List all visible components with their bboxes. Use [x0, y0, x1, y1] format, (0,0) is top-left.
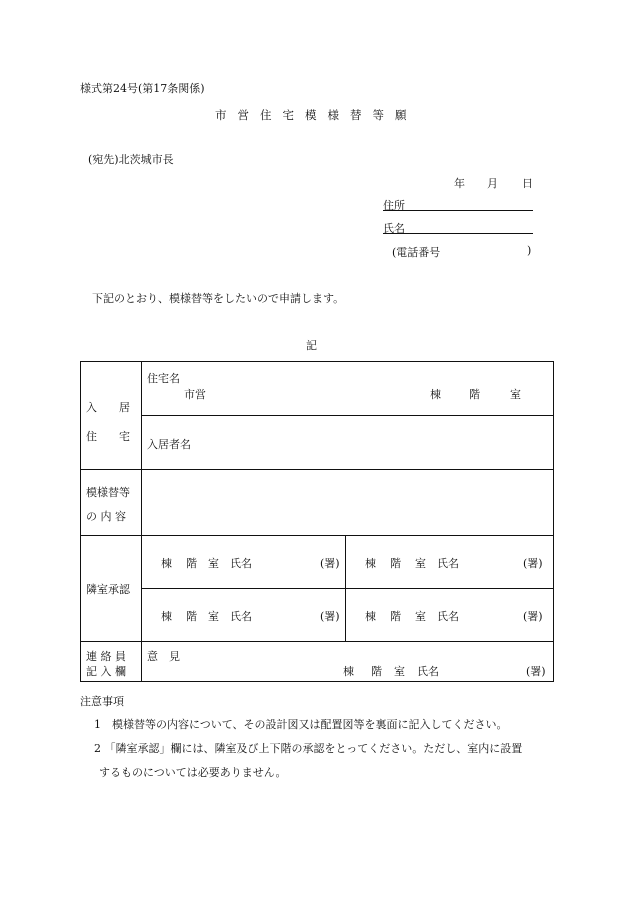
l-seal: (署)	[526, 665, 546, 678]
neighbor-approval-4[interactable]	[346, 589, 554, 642]
housing-name-cell[interactable]	[142, 362, 554, 416]
note-2b: するものについては必要ありません。	[99, 766, 287, 779]
modification-label-1: 模様替等	[86, 486, 130, 499]
n3-floor: 階	[186, 610, 197, 623]
housing-name-label: 住宅名	[147, 372, 180, 385]
liaison-label-1: 連 絡 員	[86, 650, 126, 663]
addressee: (宛先)北茨城市長	[88, 153, 174, 166]
n3-name: 氏名	[230, 610, 252, 623]
notes-heading: 注意事項	[80, 695, 124, 708]
n2-floor: 階	[390, 557, 401, 570]
residence-label-cell	[81, 362, 142, 470]
resident-name-cell[interactable]	[142, 416, 554, 470]
residence-label-1: 入 居	[86, 401, 130, 414]
n2-seal: (署)	[523, 557, 543, 570]
building-label: 棟	[430, 388, 441, 401]
neighbor-approval-2[interactable]	[346, 536, 554, 589]
residence-label-2: 住 宅	[86, 430, 130, 443]
date-day: 日	[522, 177, 533, 190]
n1-room: 室	[208, 557, 219, 570]
ki-label: 記	[306, 339, 317, 352]
n1-building: 棟	[161, 557, 172, 570]
n4-name: 氏名	[437, 610, 459, 623]
phone-label: (電話番号	[392, 246, 441, 259]
floor-label: 階	[469, 388, 480, 401]
name-line	[383, 233, 533, 234]
address-label: 住所	[383, 199, 405, 212]
note-1: 1 模様替等の内容について、その設計図又は配置図等を裏面に記入してください。	[94, 718, 508, 731]
neighbor-approval-3[interactable]	[142, 589, 346, 642]
n3-room: 室	[208, 610, 219, 623]
modification-label-cell	[81, 470, 142, 536]
note-2a: 2 「隣室承認」欄には、隣室及び上下階の承認をとってください。ただし、室内に設置	[94, 742, 523, 755]
date-year: 年	[454, 177, 465, 190]
n3-building: 棟	[161, 610, 172, 623]
page-title: 市営住宅模様替等願	[215, 108, 418, 122]
n4-seal: (署)	[523, 610, 543, 623]
form-table	[80, 361, 554, 682]
request-text: 下記のとおり、模様替等をしたいので申請します。	[92, 292, 345, 305]
room-label: 室	[510, 388, 521, 401]
l-floor: 階	[371, 665, 382, 678]
l-name: 氏名	[417, 665, 439, 678]
n2-room: 室	[415, 557, 426, 570]
l-room: 室	[394, 665, 405, 678]
n4-room: 室	[415, 610, 426, 623]
n3-seal: (署)	[320, 610, 340, 623]
neighbor-approval-1[interactable]	[142, 536, 346, 589]
liaison-label-2: 記 入 欄	[86, 665, 126, 678]
n1-floor: 階	[186, 557, 197, 570]
n1-name: 氏名	[230, 557, 252, 570]
n4-building: 棟	[365, 610, 376, 623]
form-number: 様式第24号(第17条関係)	[80, 82, 205, 95]
modification-content-cell[interactable]	[142, 470, 554, 536]
n2-building: 棟	[365, 557, 376, 570]
modification-label-2: の 内 容	[86, 510, 126, 523]
name-label: 氏名	[383, 222, 405, 235]
municipal-label: 市営	[184, 388, 206, 401]
phone-close: )	[527, 244, 532, 257]
opinion-label: 意 見	[147, 650, 180, 663]
l-building: 棟	[343, 665, 354, 678]
n1-seal: (署)	[320, 557, 340, 570]
n2-name: 氏名	[437, 557, 459, 570]
neighbor-label: 隣室承認	[86, 583, 130, 596]
resident-name-label: 入居者名	[147, 438, 191, 451]
liaison-opinion-cell[interactable]	[142, 642, 554, 682]
date-month: 月	[487, 177, 498, 190]
address-line	[383, 210, 533, 211]
liaison-label-cell	[81, 642, 142, 682]
n4-floor: 階	[390, 610, 401, 623]
neighbor-label-cell	[81, 536, 142, 642]
